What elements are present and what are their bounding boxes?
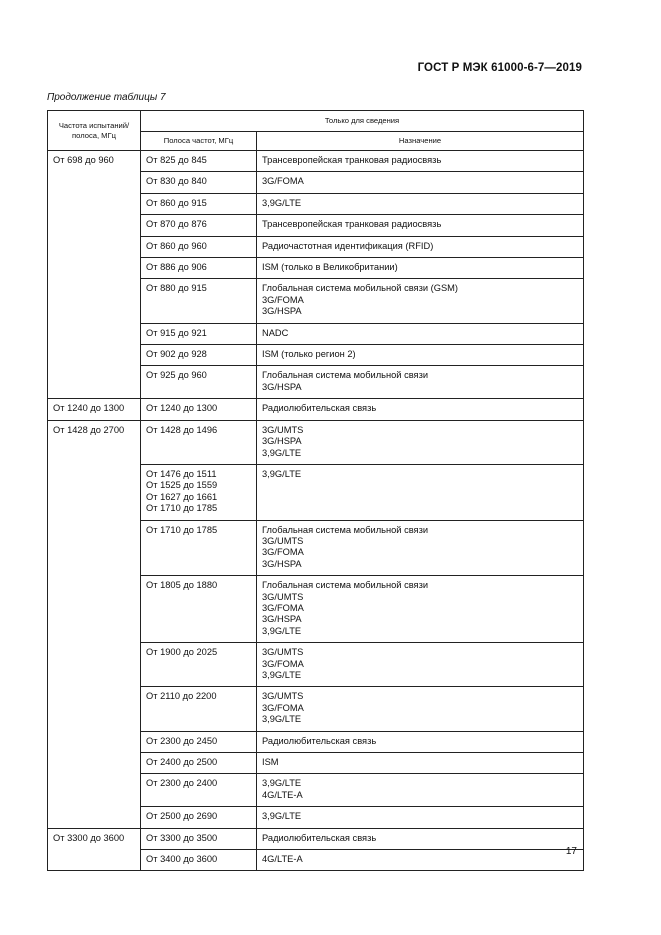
purpose-cell xyxy=(257,828,584,849)
band-line: От 3300 до 3500 xyxy=(146,832,218,843)
purpose-line: ISM (только в Великобритании) xyxy=(262,262,398,273)
column-header-frequency: Частота испытаний/ полоса, МГц xyxy=(48,111,141,151)
band-cell xyxy=(141,807,257,828)
purpose-cell xyxy=(257,193,584,214)
purpose-cell xyxy=(257,731,584,752)
band-line: От 830 до 840 xyxy=(146,176,207,187)
purpose-line: Глобальная система мобильной связи xyxy=(262,370,429,381)
band-line: От 1525 до 1559 xyxy=(146,480,218,491)
purpose-line: Радиолюбительская связь xyxy=(262,403,377,414)
band-cell xyxy=(141,850,257,871)
purpose-cell xyxy=(257,643,584,687)
purpose-line: 3,9G/LTE xyxy=(262,468,302,479)
band-line: От 2300 до 2400 xyxy=(146,778,218,789)
purpose-line: Трансевропейская транковая радиосвязь xyxy=(262,219,442,230)
purpose-cell xyxy=(257,323,584,344)
purpose-line: NADC xyxy=(262,327,289,338)
purpose-line: 3G/UMTS xyxy=(262,424,304,435)
purpose-line: Трансевропейская транковая радиосвязь xyxy=(262,155,442,165)
band-line: От 1710 до 1785 xyxy=(146,503,218,514)
purpose-cell xyxy=(257,366,584,399)
band-line: От 870 до 876 xyxy=(146,219,207,230)
purpose-line: 3G/HSPA xyxy=(262,436,302,447)
band-cell xyxy=(141,774,257,807)
band-line: От 902 до 928 xyxy=(146,349,207,360)
purpose-line: 3G/FOMA xyxy=(262,602,304,613)
band-line: От 1627 до 1661 xyxy=(146,491,218,502)
purpose-line: Радиолюбительская связь xyxy=(262,832,377,843)
purpose-line: 3G/FOMA xyxy=(262,702,304,713)
band-line: От 886 до 906 xyxy=(146,262,207,273)
purpose-line: 3,9G/LTE xyxy=(262,625,302,636)
table-row xyxy=(48,151,584,172)
band-cell xyxy=(141,258,257,279)
purpose-line: 3,9G/LTE xyxy=(262,714,302,725)
table-body xyxy=(48,151,584,871)
table-header xyxy=(48,111,584,151)
purpose-line: 3G/HSPA xyxy=(262,381,302,392)
purpose-cell xyxy=(257,215,584,236)
band-line: От 1900 до 2025 xyxy=(146,647,218,658)
purpose-line: 4G/LTE-A xyxy=(262,854,303,865)
test-frequency-cell: От 3300 до 3600 xyxy=(48,828,141,871)
purpose-line: ISM xyxy=(262,757,279,768)
purpose-line: Радиочастотная идентификация (RFID) xyxy=(262,240,434,251)
purpose-cell xyxy=(257,687,584,731)
purpose-line: 3G/HSPA xyxy=(262,614,302,625)
purpose-line: Радиолюбительская связь xyxy=(262,735,377,746)
purpose-line: Глобальная система мобильной связи (GSM) xyxy=(262,283,458,294)
purpose-line: 3G/UMTS xyxy=(262,591,304,602)
band-line: От 1476 до 1511 xyxy=(146,468,217,479)
purpose-line: 3G/FOMA xyxy=(262,547,304,558)
band-cell xyxy=(141,399,257,420)
purpose-cell xyxy=(257,464,584,520)
column-group-header-info: Только для сведения xyxy=(141,111,584,132)
band-line: От 825 до 845 xyxy=(146,155,207,165)
table-caption: Продолжение таблицы 7 xyxy=(47,92,166,103)
band-cell xyxy=(141,753,257,774)
test-frequency-cell: От 1428 до 2700 xyxy=(48,420,141,828)
band-cell xyxy=(141,420,257,464)
purpose-line: 3,9G/LTE xyxy=(262,778,302,789)
purpose-cell xyxy=(257,807,584,828)
band-cell xyxy=(141,366,257,399)
purpose-line: 3G/FOMA xyxy=(262,294,304,305)
band-cell xyxy=(141,215,257,236)
band-line: От 1428 до 1496 xyxy=(146,424,218,435)
test-frequency-cell: От 1240 до 1300 xyxy=(48,399,141,420)
purpose-line: 3G/HSPA xyxy=(262,306,302,317)
test-frequency-cell: От 698 до 960 xyxy=(48,151,141,399)
purpose-cell xyxy=(257,753,584,774)
band-cell xyxy=(141,279,257,323)
band-line: От 880 до 915 xyxy=(146,283,207,294)
purpose-line: Глобальная система мобильной связи xyxy=(262,524,429,535)
page-number: 17 xyxy=(565,846,577,857)
purpose-line: 3,9G/LTE xyxy=(262,811,302,822)
band-cell xyxy=(141,193,257,214)
purpose-cell xyxy=(257,420,584,464)
band-cell xyxy=(141,576,257,643)
band-cell xyxy=(141,323,257,344)
purpose-line: 3G/UMTS xyxy=(262,535,304,546)
purpose-cell xyxy=(257,151,584,172)
purpose-cell xyxy=(257,399,584,420)
purpose-cell xyxy=(257,576,584,643)
band-cell xyxy=(141,345,257,366)
band-line: От 1710 до 1785 xyxy=(146,524,218,535)
table-row xyxy=(48,420,584,464)
band-cell xyxy=(141,520,257,576)
purpose-line: 3G/HSPA xyxy=(262,558,302,569)
band-line: От 3400 до 3600 xyxy=(146,854,218,865)
document-code: ГОСТ Р МЭК 61000-6-7—2019 xyxy=(417,62,582,74)
band-cell xyxy=(141,731,257,752)
purpose-line: 3,9G/LTE xyxy=(262,670,302,680)
band-line: От 860 до 915 xyxy=(146,197,207,208)
band-line: От 2110 до 2200 xyxy=(146,691,217,702)
band-line: От 2400 до 2500 xyxy=(146,757,218,768)
band-line: От 860 до 960 xyxy=(146,240,207,251)
table-row xyxy=(48,399,584,420)
column-header-purpose: Назначение xyxy=(257,132,584,151)
band-line: От 915 до 921 xyxy=(146,327,207,338)
purpose-cell xyxy=(257,258,584,279)
purpose-line: 3G/UMTS xyxy=(262,691,304,702)
purpose-cell xyxy=(257,850,584,871)
band-line: От 1805 до 1880 xyxy=(146,580,218,591)
purpose-cell xyxy=(257,172,584,193)
band-cell xyxy=(141,151,257,172)
purpose-cell xyxy=(257,345,584,366)
purpose-cell xyxy=(257,774,584,807)
purpose-line: ISM (только регион 2) xyxy=(262,349,356,360)
purpose-line: 3,9G/LTE xyxy=(262,197,302,208)
purpose-line: Глобальная система мобильной связи xyxy=(262,580,429,591)
purpose-line: 4G/LTE-A xyxy=(262,789,303,800)
purpose-line: 3G/FOMA xyxy=(262,658,304,669)
band-cell xyxy=(141,643,257,687)
band-cell xyxy=(141,236,257,257)
column-header-band: Полоса частот, МГц xyxy=(141,132,257,151)
band-line: От 925 до 960 xyxy=(146,370,207,381)
purpose-line: 3G/UMTS xyxy=(262,647,304,658)
band-cell xyxy=(141,172,257,193)
table-row xyxy=(48,828,584,849)
band-line: От 2500 до 2690 xyxy=(146,811,218,822)
band-line: От 2300 до 2450 xyxy=(146,735,218,746)
frequency-table xyxy=(47,110,584,871)
purpose-cell xyxy=(257,520,584,576)
band-cell xyxy=(141,687,257,731)
purpose-line: 3,9G/LTE xyxy=(262,447,302,458)
purpose-cell xyxy=(257,236,584,257)
band-cell xyxy=(141,828,257,849)
purpose-cell xyxy=(257,279,584,323)
band-cell xyxy=(141,464,257,520)
band-line: От 1240 до 1300 xyxy=(146,403,218,414)
purpose-line: 3G/FOMA xyxy=(262,176,304,187)
